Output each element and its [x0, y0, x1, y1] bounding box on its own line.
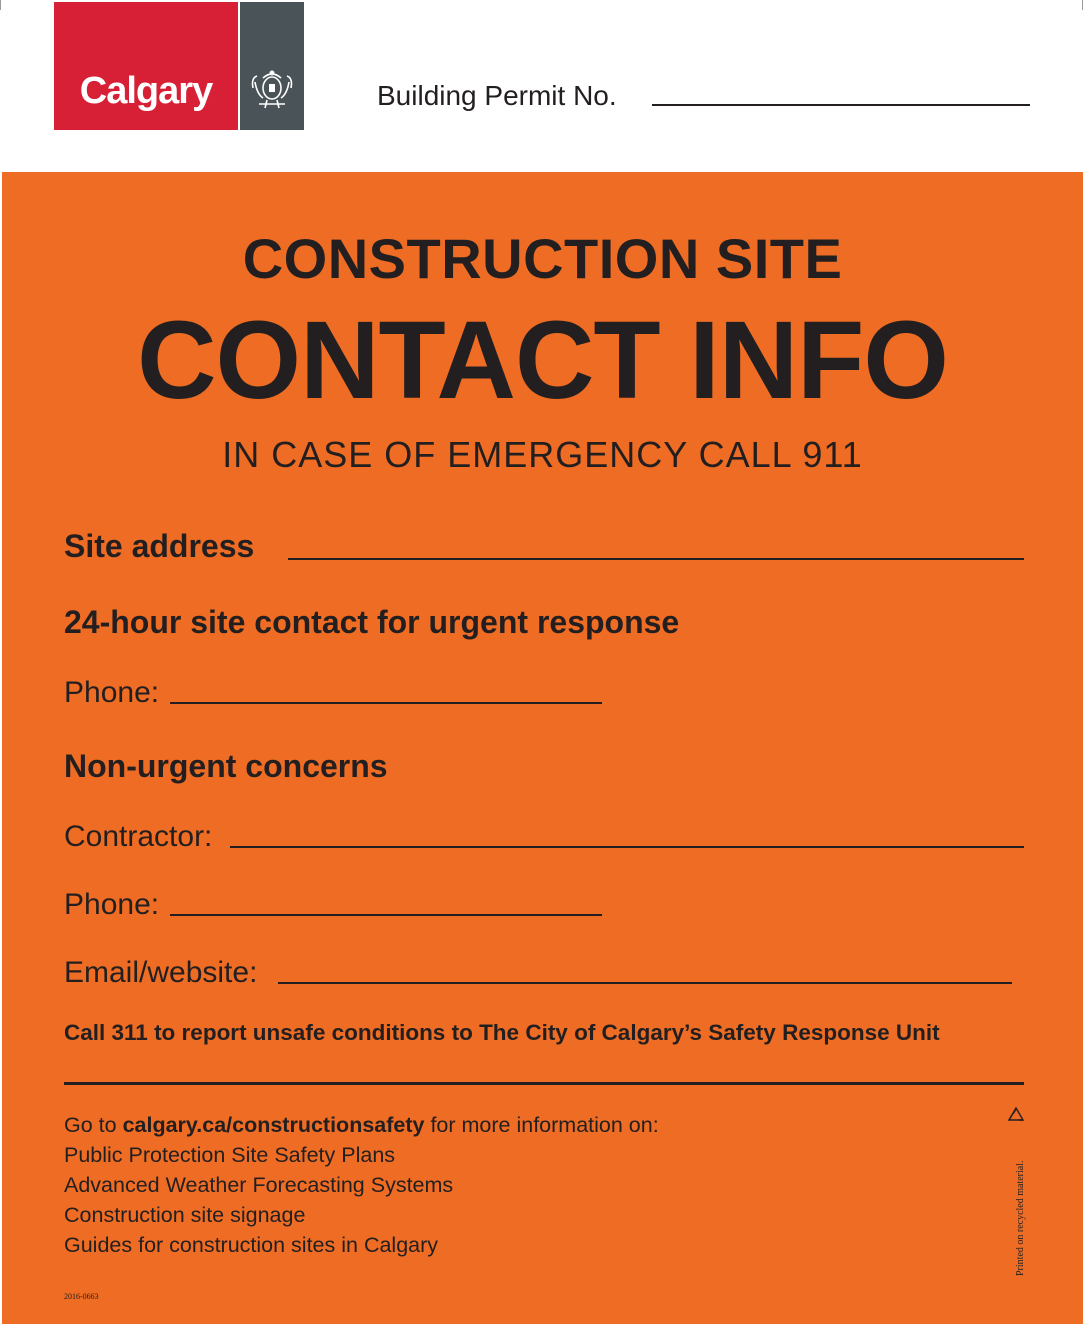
site-address-line[interactable] [288, 558, 1024, 560]
crest-panel [240, 2, 304, 130]
permit-number-line[interactable] [652, 104, 1030, 106]
nonurgent-phone-label: Phone: [64, 888, 160, 921]
permit-label: Building Permit No. [377, 80, 617, 111]
more-info-intro [64, 1110, 659, 1140]
info-item: Guides for construction sites in Calgary [64, 1233, 439, 1257]
contact-sign [2, 172, 1083, 1324]
constructionsafety-link[interactable]: calgary.ca/constructionsafety [122, 1113, 425, 1137]
report-311-notice: Call 311 to report unsafe conditions to The City of Calgary’s Safety Response Unit [64, 1020, 940, 1045]
city-crest-icon [247, 64, 297, 114]
info-item: Construction site signage [64, 1203, 306, 1227]
email-website-label: Email/website: [64, 956, 258, 989]
urgent-phone-label: Phone: [64, 676, 160, 709]
header [0, 0, 1083, 170]
email-website-line[interactable] [278, 982, 1012, 984]
recycle-icon [1006, 1106, 1026, 1126]
urgent-phone-line[interactable] [170, 702, 602, 704]
more-info-block [64, 1110, 659, 1260]
info-item: Public Protection Site Safety Plans [64, 1143, 396, 1167]
contractor-line[interactable] [230, 846, 1024, 848]
divider [64, 1082, 1024, 1085]
emergency-notice: IN CASE OF EMERGENCY CALL 911 [222, 434, 863, 475]
urgent-contact-heading: 24-hour site contact for urgent response [64, 604, 680, 640]
title-contact-info: CONTACT INFO [137, 299, 948, 422]
recycled-note: Printed on recycled material. [1015, 1160, 1026, 1276]
goto-suffix: for more information on: [424, 1113, 659, 1137]
goto-prefix: Go to [64, 1113, 123, 1137]
info-item: Advanced Weather Forecasting Systems [64, 1173, 454, 1197]
calgary-logo [54, 2, 238, 130]
site-address-label: Site address [64, 528, 255, 564]
title-construction-site: CONSTRUCTION SITE [242, 227, 843, 290]
nonurgent-heading: Non-urgent concerns [64, 748, 388, 784]
crop-mark [0, 0, 1, 10]
nonurgent-phone-line[interactable] [170, 914, 602, 916]
contractor-label: Contractor: [64, 820, 213, 853]
document-code: 2016-0663 [64, 1292, 99, 1301]
logo-text: Calgary [79, 70, 213, 112]
